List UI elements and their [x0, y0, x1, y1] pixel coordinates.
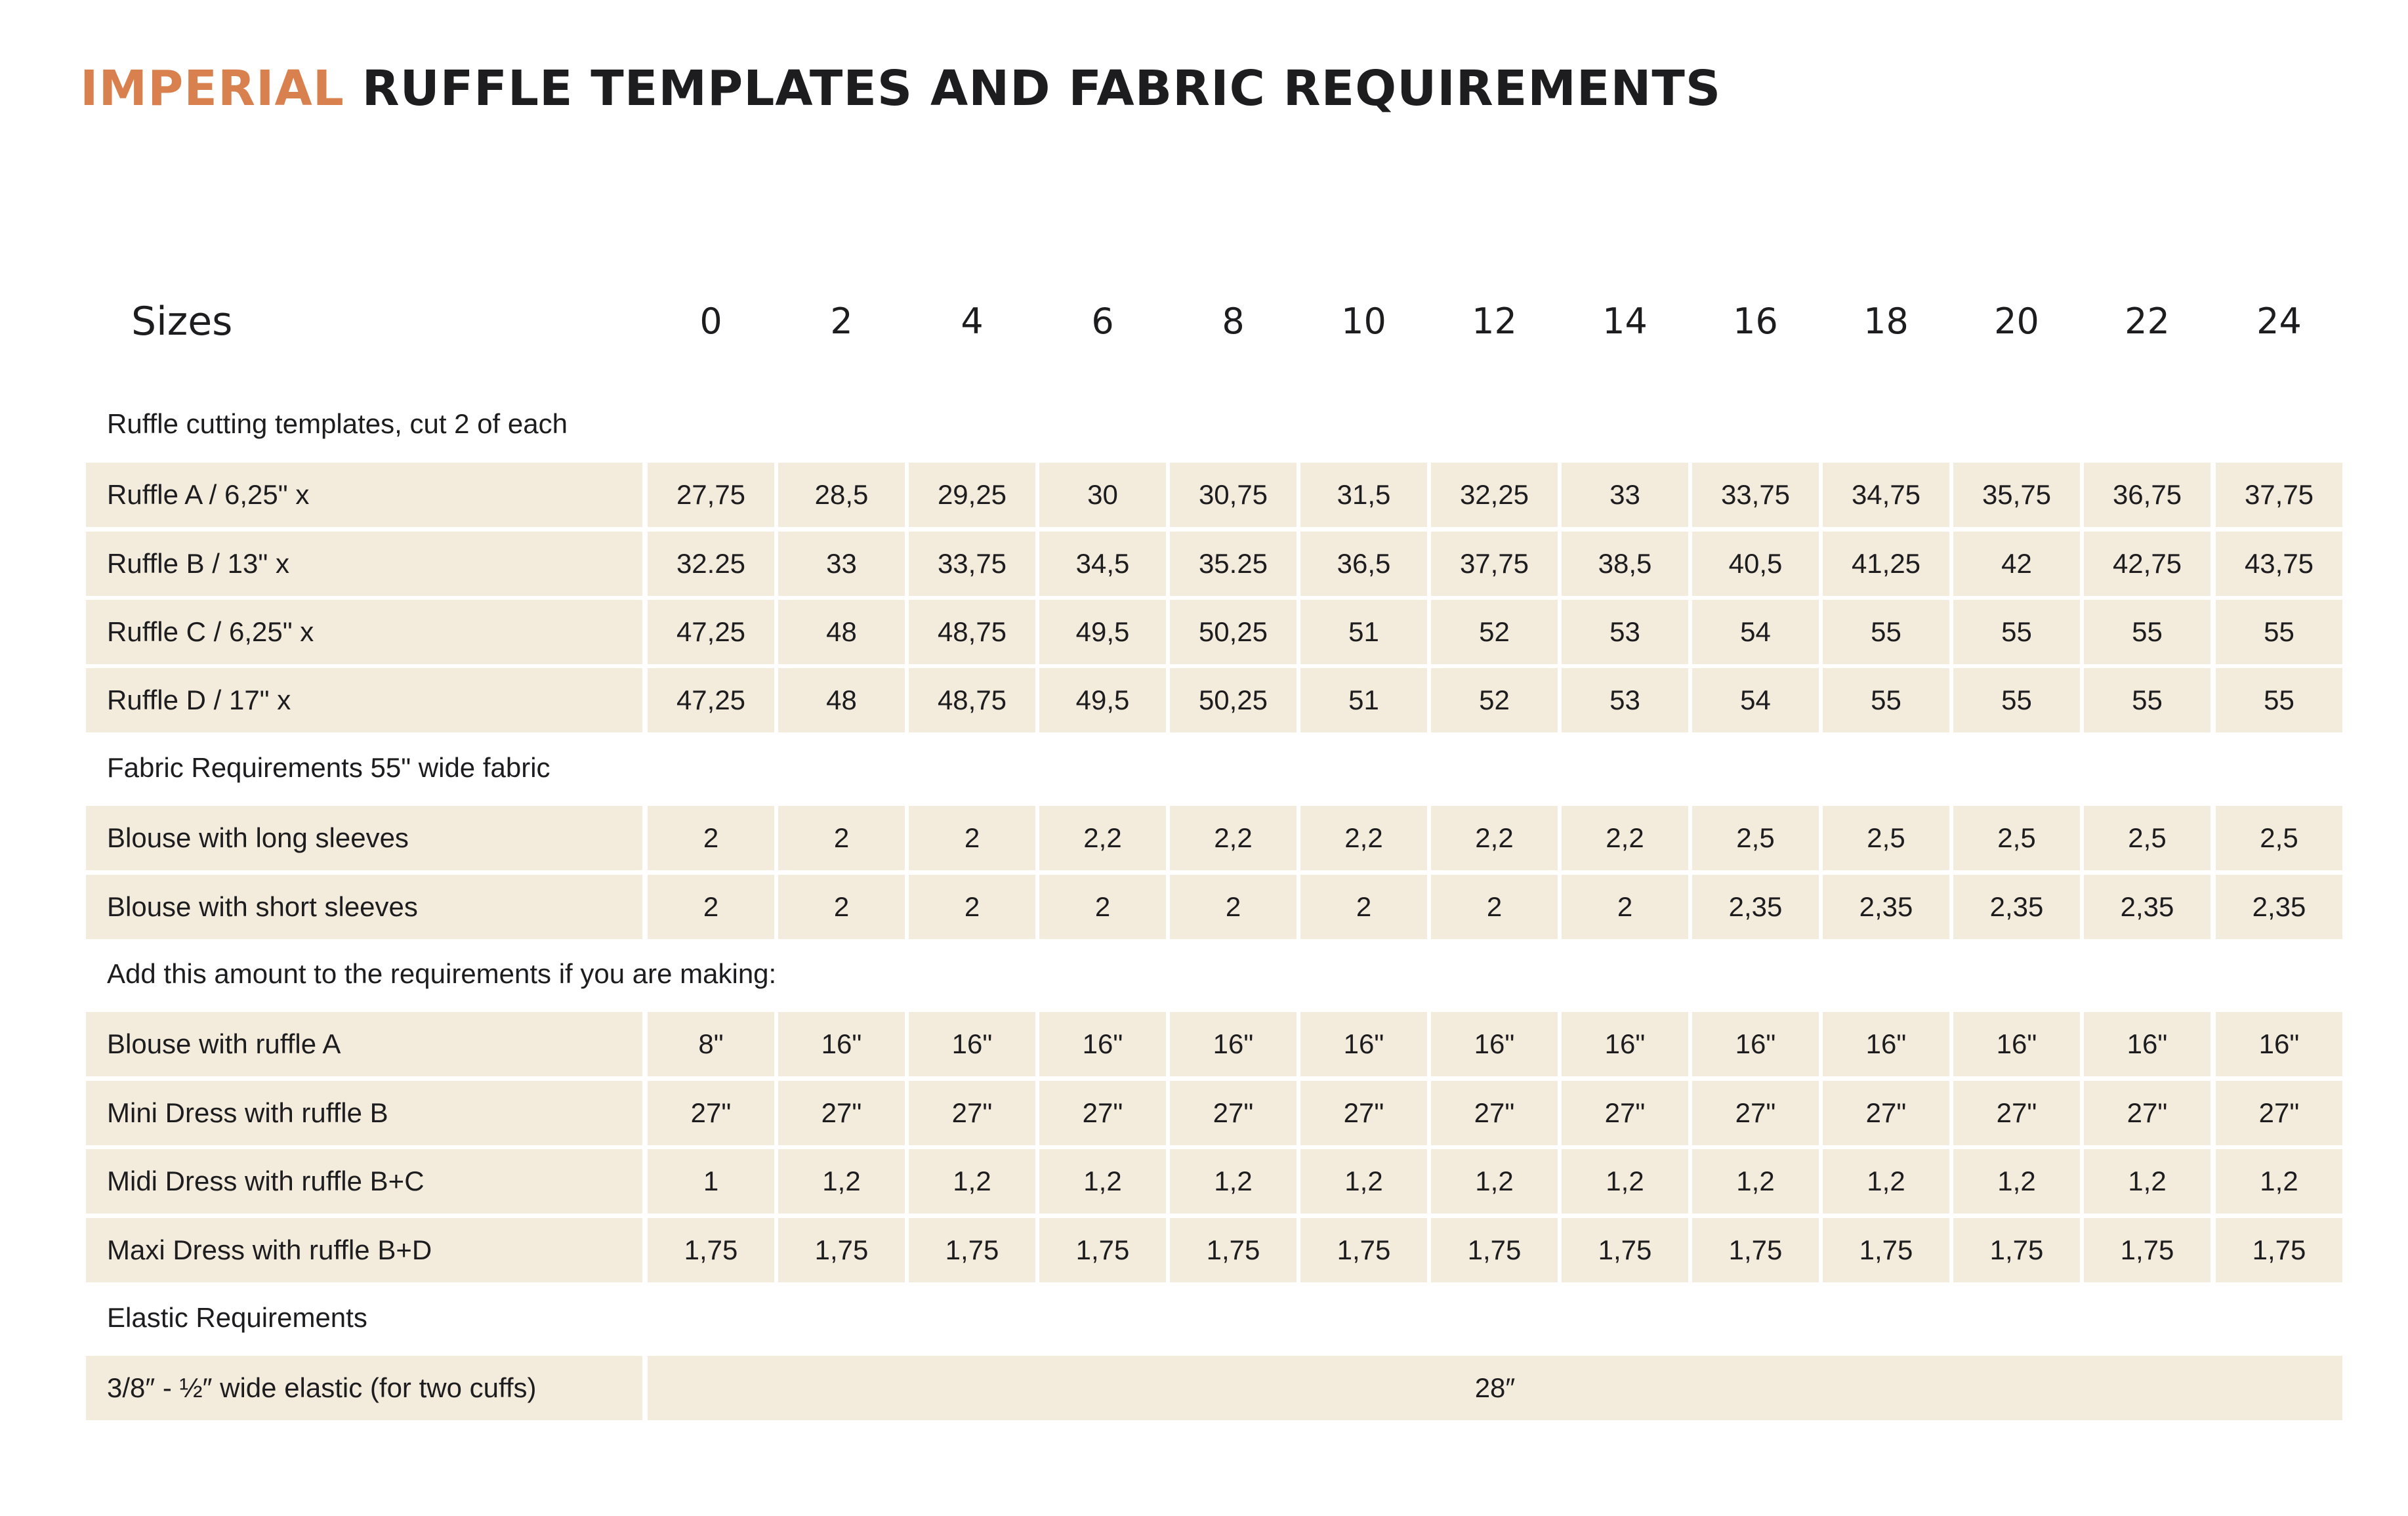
size-header: 6 [1091, 301, 1114, 342]
table-cell: 34,5 [1039, 532, 1166, 596]
table-cell: 16" [909, 1012, 1035, 1076]
row-label: Blouse with ruffle A [86, 1012, 642, 1076]
table-row-midi-dress [0, 1149, 2408, 1213]
table-cell: 1,2 [1692, 1149, 1819, 1213]
table-row-mini-dress [0, 1081, 2408, 1145]
row-label: 3/8″ - ½″ wide elastic (for two cuffs) [86, 1356, 642, 1420]
table-cell: 30 [1039, 463, 1166, 527]
table-cell: 32,25 [1431, 463, 1558, 527]
table-cell: 2,5 [2216, 806, 2342, 870]
table-cell: 48 [778, 668, 905, 732]
table-cell: 1,2 [1170, 1149, 1297, 1213]
table-row-ruffle-c [0, 600, 2408, 664]
table-row-blouse-ruffle-a [0, 1012, 2408, 1076]
table-cell: 2 [1300, 875, 1427, 939]
row-label: Blouse with long sleeves [86, 806, 642, 870]
table-cell: 8" [648, 1012, 774, 1076]
size-header: 16 [1733, 301, 1778, 342]
table-cell: 1,2 [2216, 1149, 2342, 1213]
table-cell: 2,35 [2084, 875, 2211, 939]
table-row-ruffle-a [0, 463, 2408, 527]
table-cell: 1,75 [909, 1218, 1035, 1282]
table-cell: 1 [648, 1149, 774, 1213]
page-title [80, 60, 1722, 117]
size-header: 20 [1994, 301, 2039, 342]
table-cell: 1,2 [1823, 1149, 1949, 1213]
table-cell: 55 [1823, 668, 1949, 732]
table-cell: 2,35 [2216, 875, 2342, 939]
table-cell: 1,75 [778, 1218, 905, 1282]
table-cell: 51 [1300, 600, 1427, 664]
table-cell: 34,75 [1823, 463, 1949, 527]
table-cell: 29,25 [909, 463, 1035, 527]
table-cell-merged: 28″ [648, 1356, 2342, 1420]
size-header: 4 [961, 301, 984, 342]
table-cell: 52 [1431, 668, 1558, 732]
table-cell: 1,75 [1300, 1218, 1427, 1282]
size-header: 14 [1602, 301, 1648, 342]
table-cell: 28,5 [778, 463, 905, 527]
table-cell: 27" [1039, 1081, 1166, 1145]
table-cell: 16" [1692, 1012, 1819, 1076]
table-cell: 36,5 [1300, 532, 1427, 596]
table-cell: 1,75 [2216, 1218, 2342, 1282]
section-heading-ruffle: Ruffle cutting templates, cut 2 of each [107, 408, 568, 439]
size-header: 2 [830, 301, 853, 342]
row-label: Midi Dress with ruffle B+C [86, 1149, 642, 1213]
table-cell: 16" [1953, 1012, 2080, 1076]
sizes-label: Sizes [131, 299, 233, 345]
table-cell: 1,2 [2084, 1149, 2211, 1213]
table-cell: 27" [1300, 1081, 1427, 1145]
table-cell: 1,2 [1953, 1149, 2080, 1213]
table-row-ruffle-b [0, 532, 2408, 596]
table-cell: 2,5 [1692, 806, 1819, 870]
table-cell: 31,5 [1300, 463, 1427, 527]
table-row-blouse-long [0, 806, 2408, 870]
table-cell: 16" [1300, 1012, 1427, 1076]
row-label: Ruffle B / 13" x [86, 532, 642, 596]
table-cell: 2,2 [1300, 806, 1427, 870]
table-cell: 1,75 [1692, 1218, 1819, 1282]
section-heading-add: Add this amount to the requirements if you are making: [107, 958, 777, 989]
table-cell: 37,75 [1431, 532, 1558, 596]
table-cell: 33,75 [909, 532, 1035, 596]
table-cell: 2 [648, 806, 774, 870]
table-cell: 27,75 [648, 463, 774, 527]
table-cell: 27" [1692, 1081, 1819, 1145]
table-cell: 27" [909, 1081, 1035, 1145]
table-cell: 32.25 [648, 532, 774, 596]
table-row-blouse-short [0, 875, 2408, 939]
row-label: Maxi Dress with ruffle B+D [86, 1218, 642, 1282]
table-cell: 33 [778, 532, 905, 596]
table-cell: 1,75 [1823, 1218, 1949, 1282]
table-cell: 27" [1431, 1081, 1558, 1145]
table-cell: 16" [1431, 1012, 1558, 1076]
table-cell: 55 [1823, 600, 1949, 664]
table-cell: 27" [1170, 1081, 1297, 1145]
size-header: 8 [1222, 301, 1245, 342]
table-cell: 48,75 [909, 600, 1035, 664]
table-cell: 54 [1692, 600, 1819, 664]
table-cell: 2 [648, 875, 774, 939]
table-cell: 2 [778, 806, 905, 870]
table-cell: 48 [778, 600, 905, 664]
title-rest: RUFFLE TEMPLATES AND FABRIC REQUIREMENTS [344, 60, 1722, 117]
section-heading-elastic: Elastic Requirements [107, 1302, 367, 1333]
table-cell: 35,75 [1953, 463, 2080, 527]
table-cell: 33 [1562, 463, 1688, 527]
table-cell: 49,5 [1039, 668, 1166, 732]
table-cell: 16" [2216, 1012, 2342, 1076]
table-cell: 1,2 [1562, 1149, 1688, 1213]
table-cell: 47,25 [648, 600, 774, 664]
row-label: Mini Dress with ruffle B [86, 1081, 642, 1145]
table-cell: 42 [1953, 532, 2080, 596]
table-cell: 55 [2084, 668, 2211, 732]
table-cell: 53 [1562, 668, 1688, 732]
table-cell: 16" [778, 1012, 905, 1076]
table-cell: 43,75 [2216, 532, 2342, 596]
table-cell: 16" [1562, 1012, 1688, 1076]
table-cell: 27" [1562, 1081, 1688, 1145]
table-cell: 27" [2216, 1081, 2342, 1145]
table-cell: 1,2 [1039, 1149, 1166, 1213]
table-cell: 16" [1170, 1012, 1297, 1076]
table-cell: 2,2 [1039, 806, 1166, 870]
size-header: 10 [1341, 301, 1386, 342]
table-cell: 50,25 [1170, 668, 1297, 732]
table-cell: 2,35 [1953, 875, 2080, 939]
table-cell: 30,75 [1170, 463, 1297, 527]
table-cell: 27" [778, 1081, 905, 1145]
table-cell: 2 [909, 875, 1035, 939]
table-cell: 55 [1953, 600, 2080, 664]
table-cell: 16" [1039, 1012, 1166, 1076]
section-heading-fabric: Fabric Requirements 55" wide fabric [107, 752, 550, 783]
table-cell: 1,2 [1300, 1149, 1427, 1213]
table-cell: 2,5 [2084, 806, 2211, 870]
table-cell: 2 [909, 806, 1035, 870]
table-cell: 1,75 [2084, 1218, 2211, 1282]
table-cell: 1,2 [909, 1149, 1035, 1213]
table-cell: 53 [1562, 600, 1688, 664]
table-cell: 1,75 [1953, 1218, 2080, 1282]
table-cell: 2,5 [1953, 806, 2080, 870]
sizes-header-row [0, 289, 2408, 354]
row-label: Ruffle C / 6,25" x [86, 600, 642, 664]
table-cell: 1,2 [1431, 1149, 1558, 1213]
table-cell: 38,5 [1562, 532, 1688, 596]
table-cell: 48,75 [909, 668, 1035, 732]
table-cell: 2,2 [1170, 806, 1297, 870]
table-cell: 2 [1431, 875, 1558, 939]
table-cell: 50,25 [1170, 600, 1297, 664]
table-cell: 2,5 [1823, 806, 1949, 870]
title-accent: IMPERIAL [80, 60, 344, 117]
table-cell: 27" [648, 1081, 774, 1145]
table-cell: 36,75 [2084, 463, 2211, 527]
table-cell: 55 [2084, 600, 2211, 664]
table-cell: 52 [1431, 600, 1558, 664]
table-cell: 55 [2216, 668, 2342, 732]
table-cell: 33,75 [1692, 463, 1819, 527]
size-header: 12 [1472, 301, 1517, 342]
table-row-elastic [0, 1356, 2408, 1420]
table-cell: 1,75 [648, 1218, 774, 1282]
table-cell: 40,5 [1692, 532, 1819, 596]
table-cell: 2,2 [1562, 806, 1688, 870]
table-row-maxi-dress [0, 1218, 2408, 1282]
table-cell: 2 [778, 875, 905, 939]
table-cell: 1,75 [1170, 1218, 1297, 1282]
table-cell: 51 [1300, 668, 1427, 732]
table-cell: 55 [2216, 600, 2342, 664]
table-cell: 2 [1170, 875, 1297, 939]
table-row-ruffle-d [0, 668, 2408, 732]
table-cell: 49,5 [1039, 600, 1166, 664]
row-label: Ruffle A / 6,25" x [86, 463, 642, 527]
table-cell: 16" [1823, 1012, 1949, 1076]
table-cell: 2 [1039, 875, 1166, 939]
table-cell: 47,25 [648, 668, 774, 732]
table-cell: 27" [2084, 1081, 2211, 1145]
table-cell: 2,2 [1431, 806, 1558, 870]
row-label: Ruffle D / 17" x [86, 668, 642, 732]
table-cell: 1,75 [1039, 1218, 1166, 1282]
table-cell: 1,75 [1562, 1218, 1688, 1282]
table-cell: 2,35 [1692, 875, 1819, 939]
row-label: Blouse with short sleeves [86, 875, 642, 939]
table-cell: 2,35 [1823, 875, 1949, 939]
table-cell: 42,75 [2084, 532, 2211, 596]
table-cell: 1,2 [778, 1149, 905, 1213]
size-header: 24 [2256, 301, 2302, 342]
size-header: 18 [1863, 301, 1909, 342]
table-cell: 2 [1562, 875, 1688, 939]
size-header: 22 [2125, 301, 2170, 342]
table-cell: 27" [1953, 1081, 2080, 1145]
table-cell: 37,75 [2216, 463, 2342, 527]
table-cell: 1,75 [1431, 1218, 1558, 1282]
table-cell: 41,25 [1823, 532, 1949, 596]
table-cell: 35.25 [1170, 532, 1297, 596]
table-cell: 27" [1823, 1081, 1949, 1145]
table-cell: 54 [1692, 668, 1819, 732]
table-cell: 55 [1953, 668, 2080, 732]
table-cell: 16" [2084, 1012, 2211, 1076]
size-header: 0 [699, 301, 722, 342]
